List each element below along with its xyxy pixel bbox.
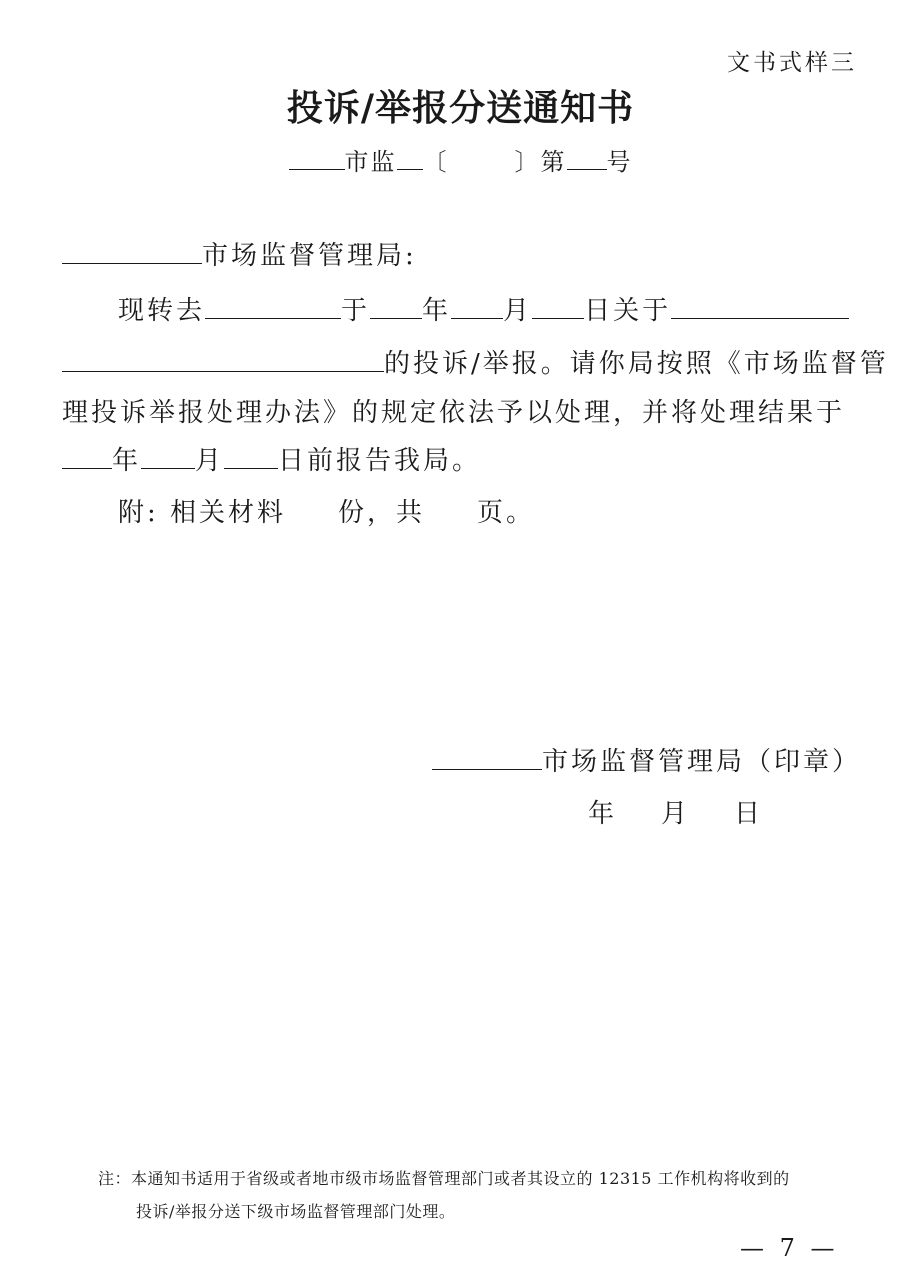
text-year: 年 bbox=[422, 296, 452, 326]
number-part-hao: 号 bbox=[606, 148, 633, 176]
text-attachment: 附: 相关材料 bbox=[118, 498, 287, 528]
report-month-blank bbox=[141, 467, 195, 469]
report-day-blank bbox=[224, 467, 278, 469]
text-forward: 现转去 bbox=[118, 296, 206, 326]
footnote-line-2: 投诉/举报分送下级市场监督管理部门处理。 bbox=[136, 1202, 456, 1221]
recipient-suffix: 市场监督管理局: bbox=[202, 241, 417, 271]
paragraph-line-4 bbox=[62, 448, 481, 474]
text-report-year: 年 bbox=[112, 446, 142, 476]
paragraph-line-2 bbox=[62, 351, 889, 377]
text-pages: 页。 bbox=[477, 498, 536, 528]
document-number-line bbox=[0, 142, 921, 177]
attachment-line bbox=[118, 500, 535, 526]
signature-org-blank bbox=[432, 768, 542, 770]
number-bracket-close: 〕第 bbox=[514, 148, 567, 176]
signature-day: 日 bbox=[734, 799, 764, 829]
year-blank bbox=[370, 317, 422, 319]
number-part-shijian: 市监 bbox=[344, 148, 397, 176]
signature-month: 月 bbox=[661, 799, 691, 829]
document-title: 投诉/举报分送通知书 bbox=[286, 87, 635, 129]
signature-date bbox=[588, 801, 763, 827]
month-blank bbox=[451, 317, 503, 319]
footnote-line-1: 注：本通知书适用于省级或者地市级市场监督管理部门或者其设立的 12315 工作机构将收到的 bbox=[98, 1169, 790, 1188]
recipient-blank bbox=[62, 262, 202, 264]
text-regulation-reference: 理投诉举报处理办法》的规定依法予以处理，并将处理结果于 bbox=[62, 398, 846, 428]
subject-blank bbox=[671, 317, 849, 319]
number-bracket-open: 〔 bbox=[422, 148, 449, 176]
day-blank bbox=[532, 317, 584, 319]
paragraph-line-3 bbox=[62, 400, 845, 426]
text-report-month: 月 bbox=[195, 446, 225, 476]
number-blank-type bbox=[397, 168, 423, 170]
page-number: — 7 — bbox=[740, 1234, 839, 1262]
signature-line bbox=[432, 749, 861, 775]
text-copies-total: 份，共 bbox=[338, 498, 426, 528]
text-day-about: 日关于 bbox=[584, 296, 672, 326]
recipient-line bbox=[62, 243, 417, 269]
number-blank-city bbox=[289, 168, 345, 170]
subject-blank-continued bbox=[62, 370, 384, 372]
text-on: 于 bbox=[341, 296, 371, 326]
text-report-deadline: 日前报告我局。 bbox=[278, 446, 482, 476]
report-year-blank bbox=[62, 467, 112, 469]
form-sample-label: 文书式样三 bbox=[727, 50, 857, 76]
text-month: 月 bbox=[503, 296, 533, 326]
signature-org: 市场监督管理局（印章） bbox=[542, 747, 862, 777]
text-complaint-request: 的投诉/举报。请你局按照《市场监督管 bbox=[384, 349, 889, 379]
paragraph-line-1 bbox=[118, 298, 849, 324]
complainant-blank bbox=[205, 317, 341, 319]
number-blank-serial bbox=[567, 168, 607, 170]
signature-year: 年 bbox=[588, 799, 618, 829]
